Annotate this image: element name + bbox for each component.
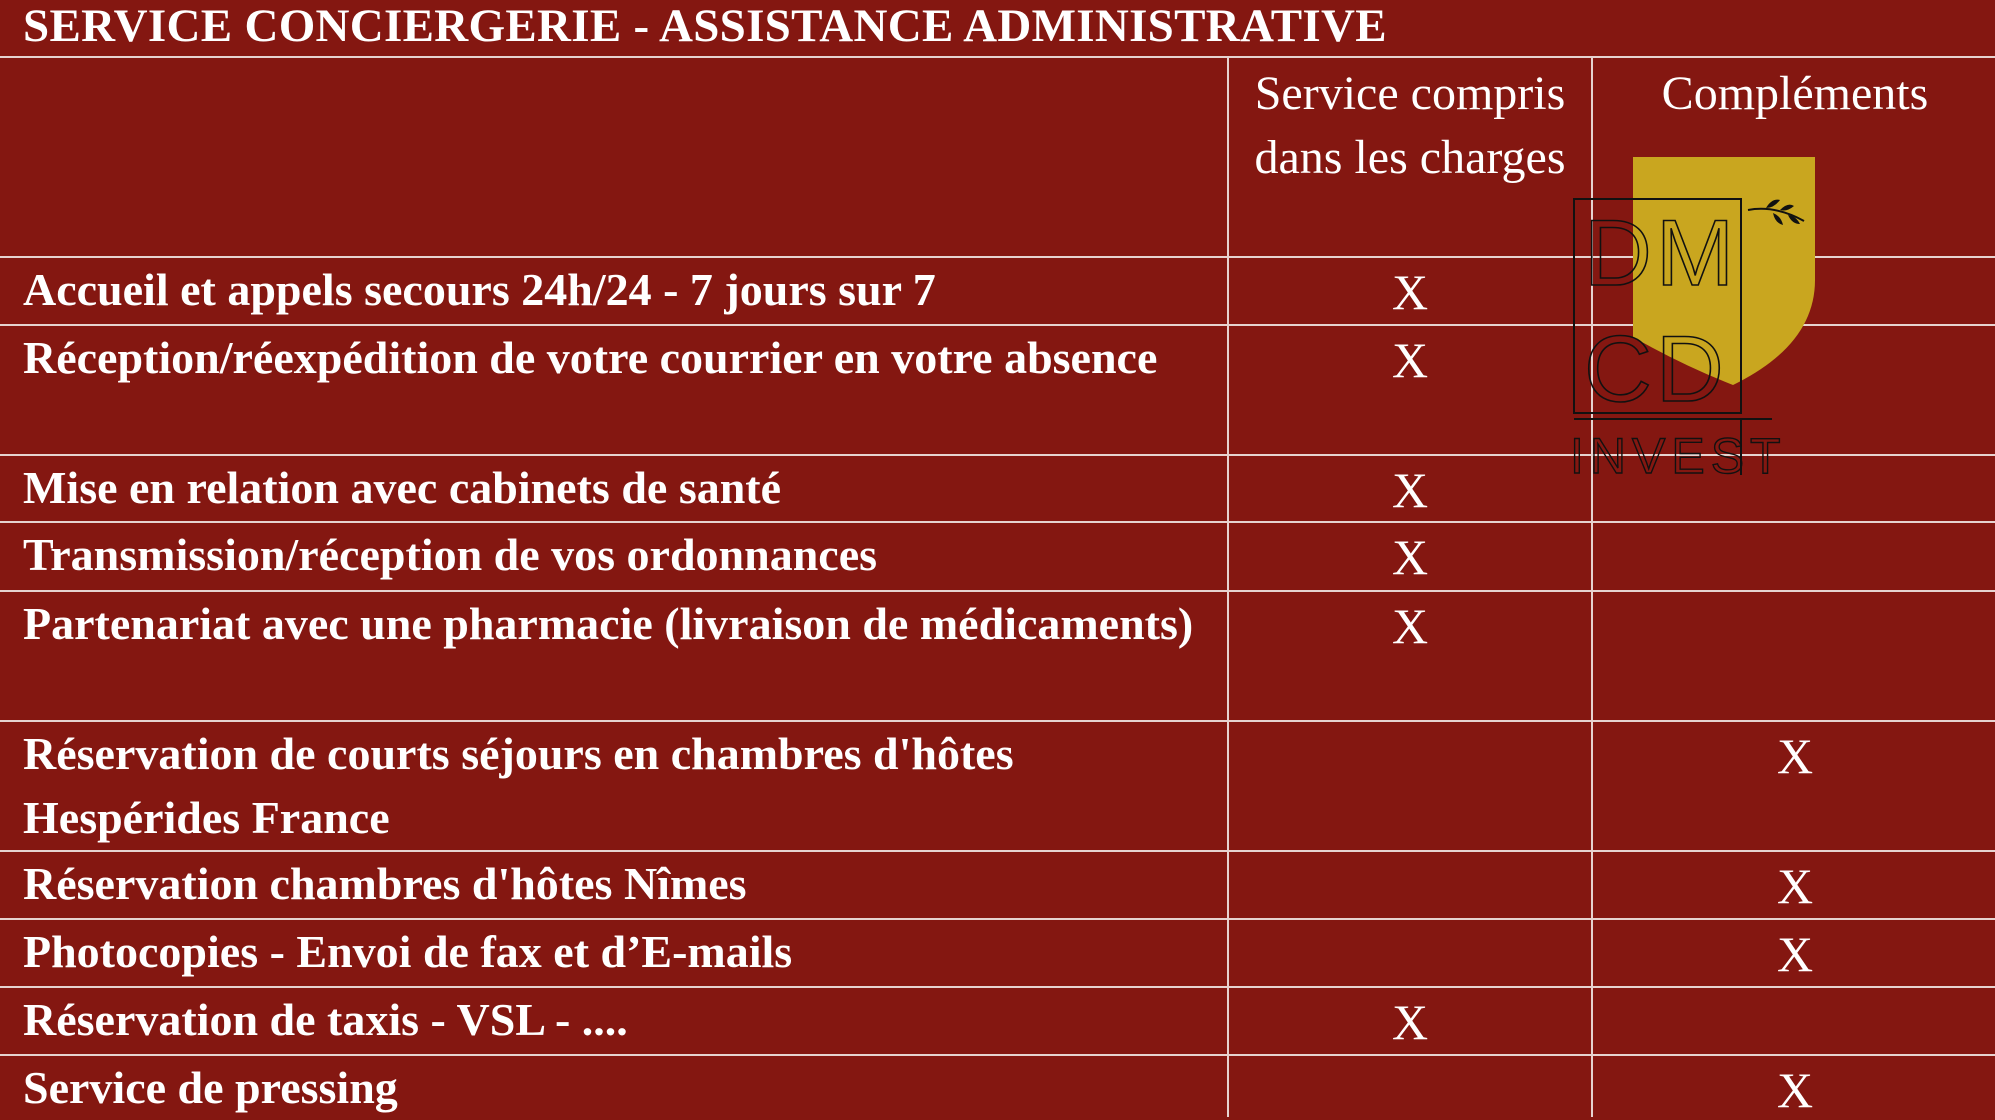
logo-letters-bottom: CD	[1584, 316, 1728, 421]
logo-word: INVEST	[1570, 428, 1787, 484]
complement-mark: X	[1776, 926, 1814, 982]
page-title: SERVICE CONCIERGERIE - ASSISTANCE ADMINISTRATIVE	[23, 0, 1387, 52]
service-included-mark: X	[1391, 264, 1429, 320]
table-row-label: Réservation chambres d'hôtes Nîmes	[23, 858, 747, 909]
table-border-top	[0, 56, 1995, 58]
column-divider	[1227, 57, 1229, 1117]
table-row-label: Réservation de taxis - VSL - ....	[23, 994, 628, 1045]
service-included-mark: X	[1391, 598, 1429, 654]
service-included-mark: X	[1391, 529, 1429, 585]
complement-mark: X	[1776, 858, 1814, 914]
table-row-label: Partenariat avec une pharmacie (livraison de médicaments)	[23, 598, 1194, 649]
table-row-label: Service de pressing	[23, 1062, 398, 1113]
service-included-mark: X	[1391, 462, 1429, 518]
complement-mark: X	[1776, 1062, 1814, 1118]
logo-letters-top: DM	[1584, 200, 1739, 305]
table-row-label: Mise en relation avec cabinets de santé	[23, 462, 782, 513]
service-included-mark: X	[1391, 332, 1429, 388]
column-header-service: Service compris dans les charges	[1254, 67, 1566, 184]
table-row-label: Accueil et appels secours 24h/24 - 7 jours sur 7	[23, 264, 936, 315]
table-row-label: Réservation de courts séjours en chambres d'hôtes Hespérides France	[23, 728, 1014, 843]
table-row-label: Transmission/réception de vos ordonnances	[23, 529, 878, 580]
complement-mark: X	[1776, 728, 1814, 784]
column-header-extra: Compléments	[1661, 67, 1929, 120]
dmcd-invest-logo	[1570, 155, 1820, 485]
service-included-mark: X	[1391, 994, 1429, 1050]
table-row-label: Photocopies - Envoi de fax et d’E-mails	[23, 926, 793, 977]
table-row-label: Réception/réexpédition de votre courrier en votre absence	[23, 332, 1158, 383]
